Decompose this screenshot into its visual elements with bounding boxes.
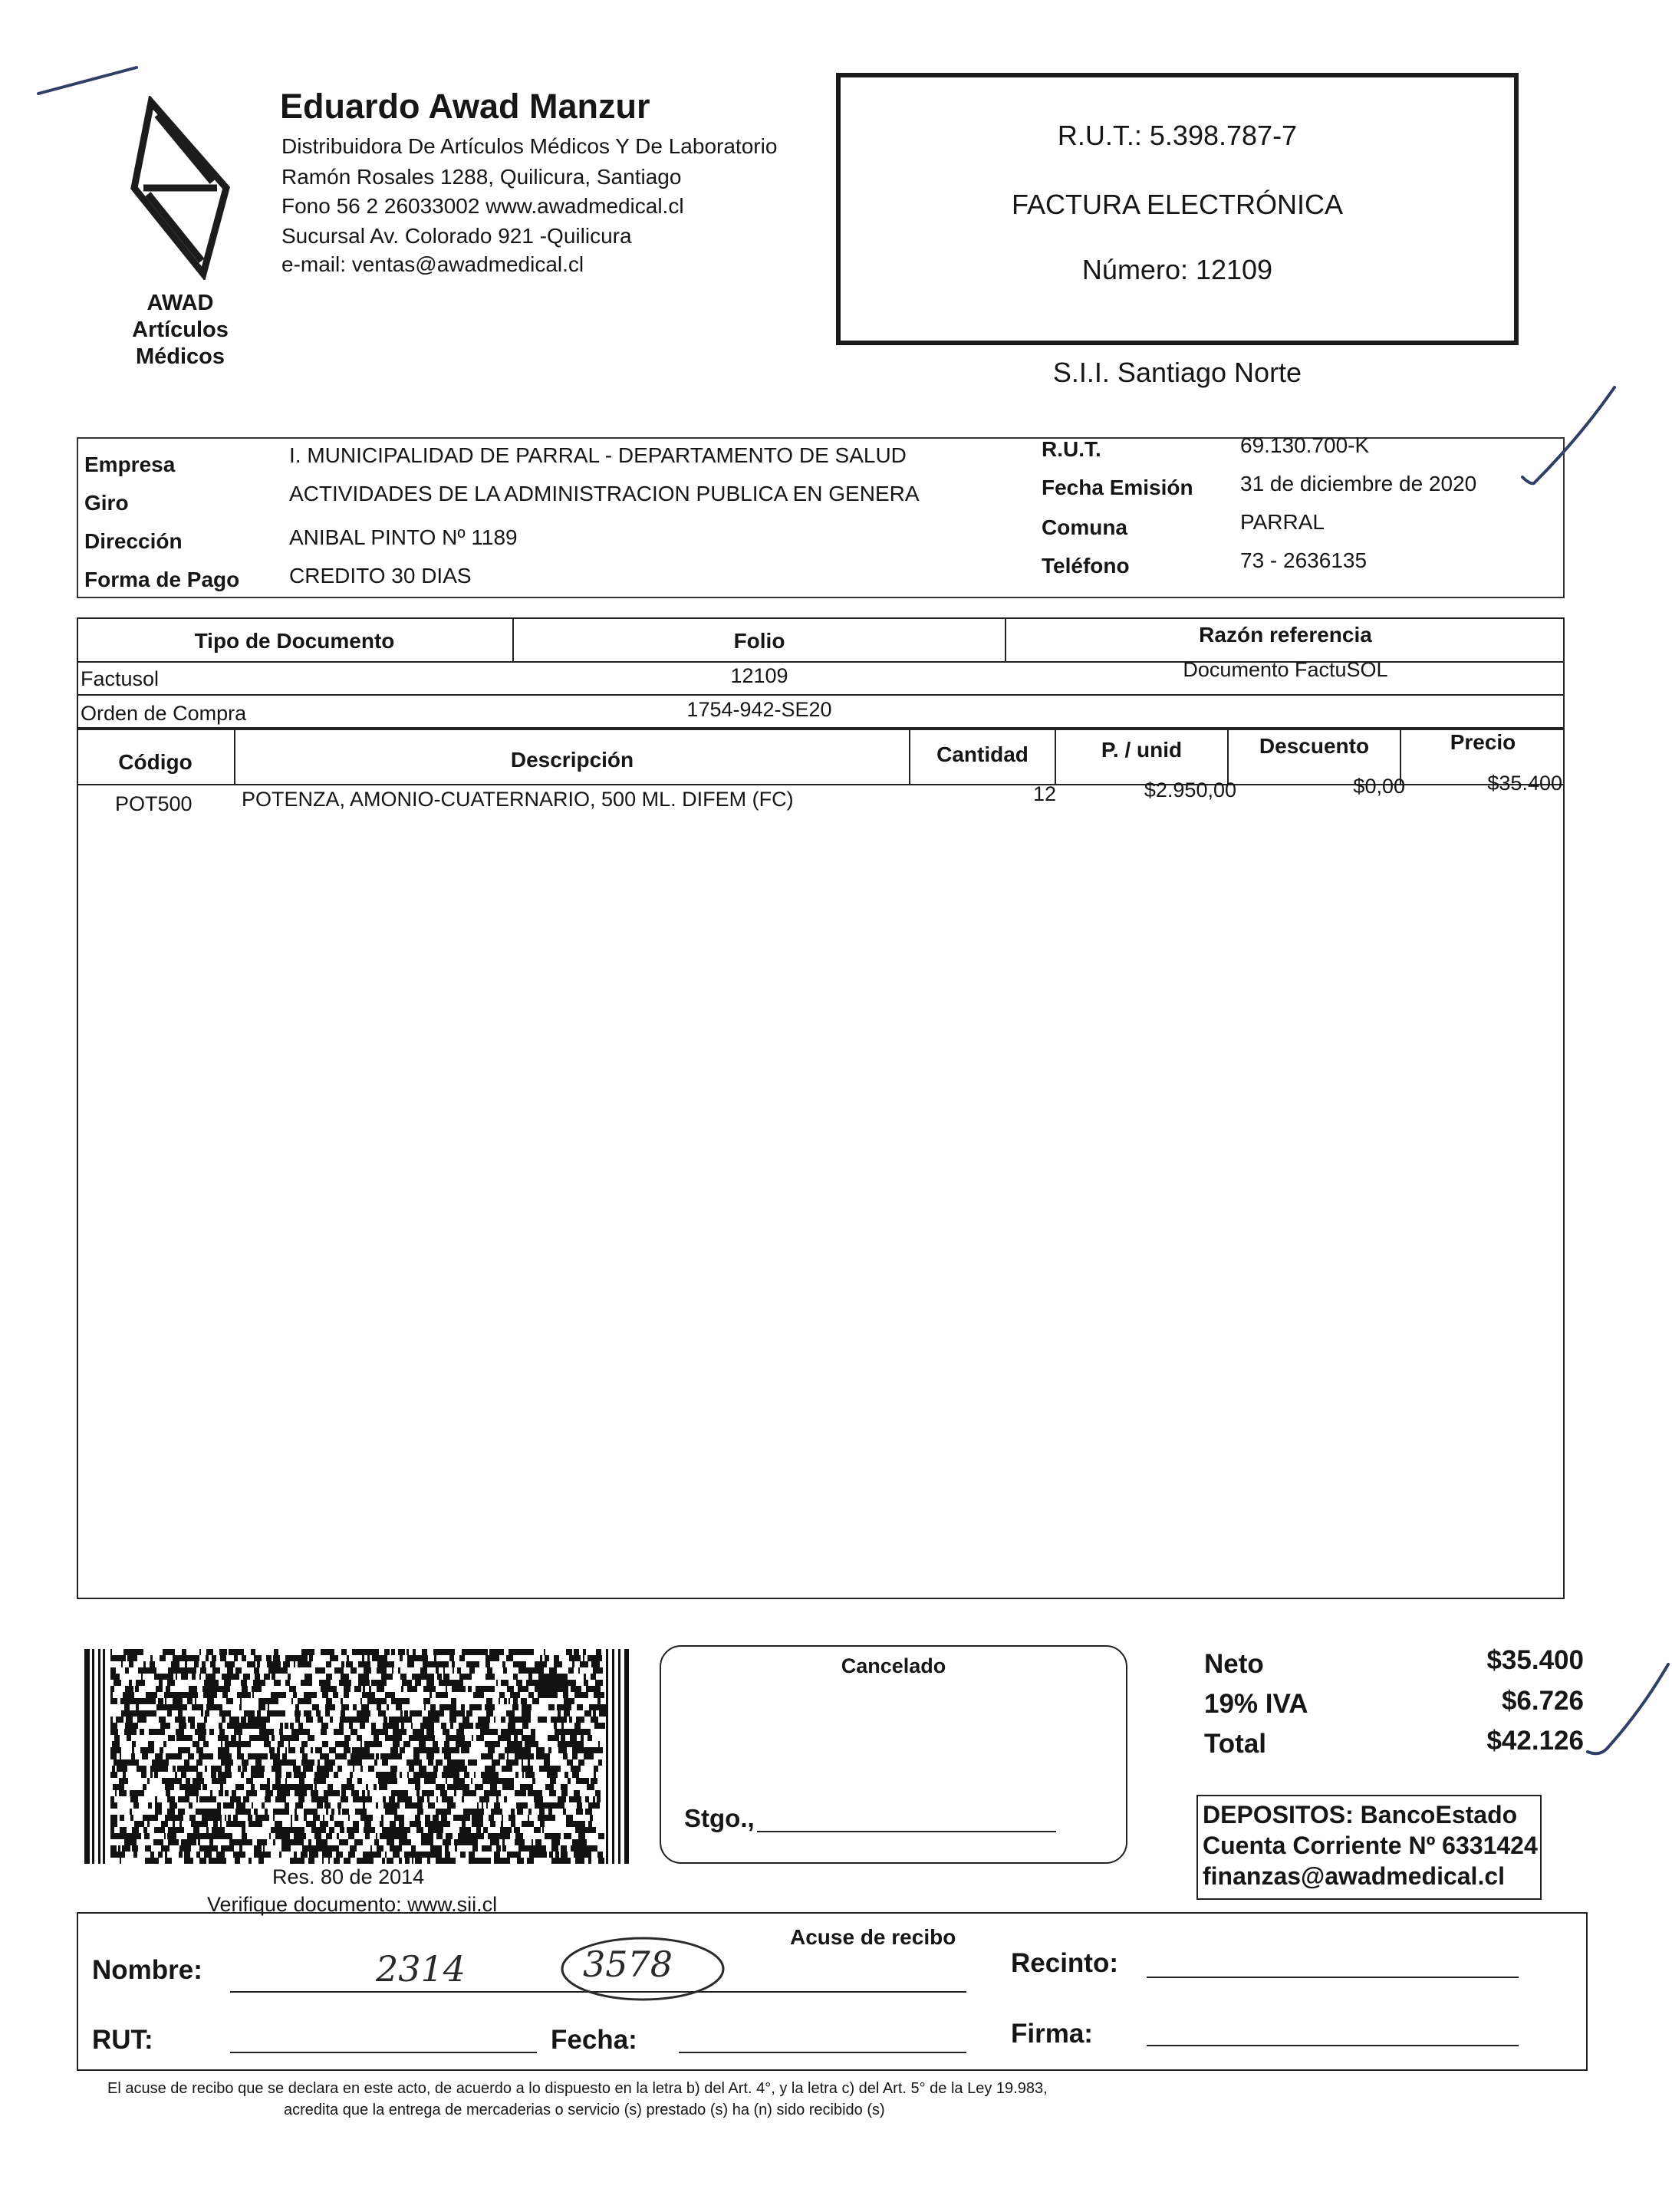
iva-value: $6.726 xyxy=(1501,1686,1584,1716)
sii-resolution: Res. 80 de 2014 xyxy=(272,1865,425,1888)
direccion-label: Dirección xyxy=(84,529,183,553)
telefono-value: 73 - 2636135 xyxy=(1240,548,1368,572)
document-number: Número: 12109 xyxy=(1081,254,1273,285)
comuna-value: PARRAL xyxy=(1240,510,1325,534)
ref-header-tipo: Tipo de Documento xyxy=(194,629,395,653)
fecha-emision-value: 31 de diciembre de 2020 xyxy=(1240,472,1477,495)
issuer-rut: R.U.T.: 5.398.787-7 xyxy=(1057,120,1298,151)
rut-label: RUT: xyxy=(92,2025,153,2055)
forma-pago-value: CREDITO 30 DIAS xyxy=(289,564,472,588)
empresa-value: I. MUNICIPALIDAD DE PARRAL - DEPARTAMENTO DE SALUD xyxy=(289,443,907,467)
nombre-line xyxy=(230,1991,966,1993)
giro-value: ACTIVIDADES DE LA ADMINISTRACION PUBLICA EN GENERA xyxy=(289,482,920,505)
ref-cell: Documento FactuSOL xyxy=(1183,658,1388,681)
cancelado-box xyxy=(660,1645,1127,1864)
ref-header-razon: Razón referencia xyxy=(1199,623,1372,647)
telefono-label: Teléfono xyxy=(1042,554,1130,578)
neto-value: $35.400 xyxy=(1486,1645,1584,1675)
pen-stroke-top xyxy=(38,67,137,94)
neto-label: Neto xyxy=(1204,1649,1264,1679)
recinto-label: Recinto: xyxy=(1011,1948,1118,1978)
issuer-line: Sucursal Av. Colorado 921 -Quilicura xyxy=(281,224,632,248)
ref-cell: Orden de Compra xyxy=(81,702,247,725)
document-id-box xyxy=(836,73,1519,345)
ref-cell: 1754-942-SE20 xyxy=(686,698,832,721)
item-codigo: POT500 xyxy=(115,792,193,815)
items-header-precio: Precio xyxy=(1450,730,1516,754)
cancelado-label: Cancelado xyxy=(841,1654,946,1677)
firma-label: Firma: xyxy=(1011,2019,1093,2049)
direccion-value: ANIBAL PINTO Nº 1189 xyxy=(289,525,518,549)
stgo-label: Stgo., xyxy=(684,1804,755,1832)
fecha-label: Fecha: xyxy=(551,2025,637,2055)
item-cantidad: 12 xyxy=(1032,782,1056,805)
issuer-line: Fono 56 2 26033002 www.awadmedical.cl xyxy=(281,194,684,218)
ack-title: Acuse de recibo xyxy=(790,1925,956,1949)
stgo-signature-line xyxy=(757,1831,1056,1832)
items-header-descripcion: Descripción xyxy=(510,748,634,772)
forma-pago-label: Forma de Pago xyxy=(84,568,240,591)
logo-subtitle: Artículos Médicos xyxy=(132,318,229,369)
pdf417-barcode xyxy=(84,1649,629,1864)
document-type: FACTURA ELECTRÓNICA xyxy=(1011,189,1344,220)
logo-caption xyxy=(92,290,268,370)
item-descuento: $0,00 xyxy=(1353,775,1405,798)
ref-header-folio: Folio xyxy=(733,629,785,653)
ref-cell: Factusol xyxy=(81,667,160,690)
issuer-line: Ramón Rosales 1288, Quilicura, Santiago xyxy=(281,165,682,189)
empresa-label: Empresa xyxy=(84,453,176,476)
items-header-cantidad: Cantidad xyxy=(936,742,1029,766)
issuer-line: Distribuidora De Artículos Médicos Y De Laboratorio xyxy=(281,134,778,158)
row-divider xyxy=(77,694,1565,696)
awad-logo-icon xyxy=(127,96,234,280)
logo-text: AWAD xyxy=(146,291,214,315)
deposit-account: Cuenta Corriente Nº 6331424 xyxy=(1203,1832,1538,1859)
deposit-bank: DEPOSITOS: BancoEstado xyxy=(1203,1801,1518,1829)
checkmark-total xyxy=(1588,1664,1668,1753)
total-value: $42.126 xyxy=(1486,1726,1584,1756)
nombre-handwritten-circled: 3578 xyxy=(583,1944,673,1985)
deposit-email: finanzas@awadmedical.cl xyxy=(1203,1862,1506,1890)
nombre-handwritten: 2314 xyxy=(376,1948,466,1990)
legal-text-1: El acuse de recibo que se declara en este acto, de acuerdo a lo dispuesto en la letra b) del Art. 4°, y la letra c) del Art. 5° de la Ley 19.983, xyxy=(107,2080,1048,2097)
comuna-label: Comuna xyxy=(1042,515,1127,539)
items-header-punit: P. / unid xyxy=(1101,738,1183,762)
iva-label: 19% IVA xyxy=(1204,1689,1308,1719)
item-descripcion: POTENZA, AMONIO-CUATERNARIO, 500 ML. DIFEM (FC) xyxy=(242,788,794,811)
legal-text-2: acredita que la entrega de mercaderias o servicio (s) prestado (s) ha (n) sido recibido (s) xyxy=(284,2102,885,2118)
client-rut-label: R.U.T. xyxy=(1042,437,1101,461)
total-label: Total xyxy=(1204,1729,1267,1759)
deposit-info-box xyxy=(1196,1795,1542,1900)
client-rut-value: 69.130.700-K xyxy=(1240,433,1370,457)
item-punit: $2.950,00 xyxy=(1144,778,1236,802)
items-table xyxy=(77,729,1565,1599)
issuer-line: e-mail: ventas@awadmedical.cl xyxy=(281,252,584,276)
items-header-codigo: Código xyxy=(118,750,193,774)
nombre-label: Nombre: xyxy=(92,1955,202,1985)
items-header-descuento: Descuento xyxy=(1259,734,1370,758)
sii-office: S.I.I. Santiago Norte xyxy=(1052,357,1302,388)
rut-line xyxy=(230,2052,537,2053)
recinto-line xyxy=(1147,1977,1519,1978)
item-precio: $35.400 xyxy=(1487,772,1562,795)
ref-cell: 12109 xyxy=(730,664,788,687)
fecha-line xyxy=(679,2052,966,2053)
firma-line xyxy=(1147,2045,1519,2046)
issuer-name: Eduardo Awad Manzur xyxy=(280,87,650,126)
giro-label: Giro xyxy=(84,491,129,515)
fecha-emision-label: Fecha Emisión xyxy=(1042,476,1193,499)
verify-document-text: Verifique documento: www.sii.cl xyxy=(207,1893,498,1916)
